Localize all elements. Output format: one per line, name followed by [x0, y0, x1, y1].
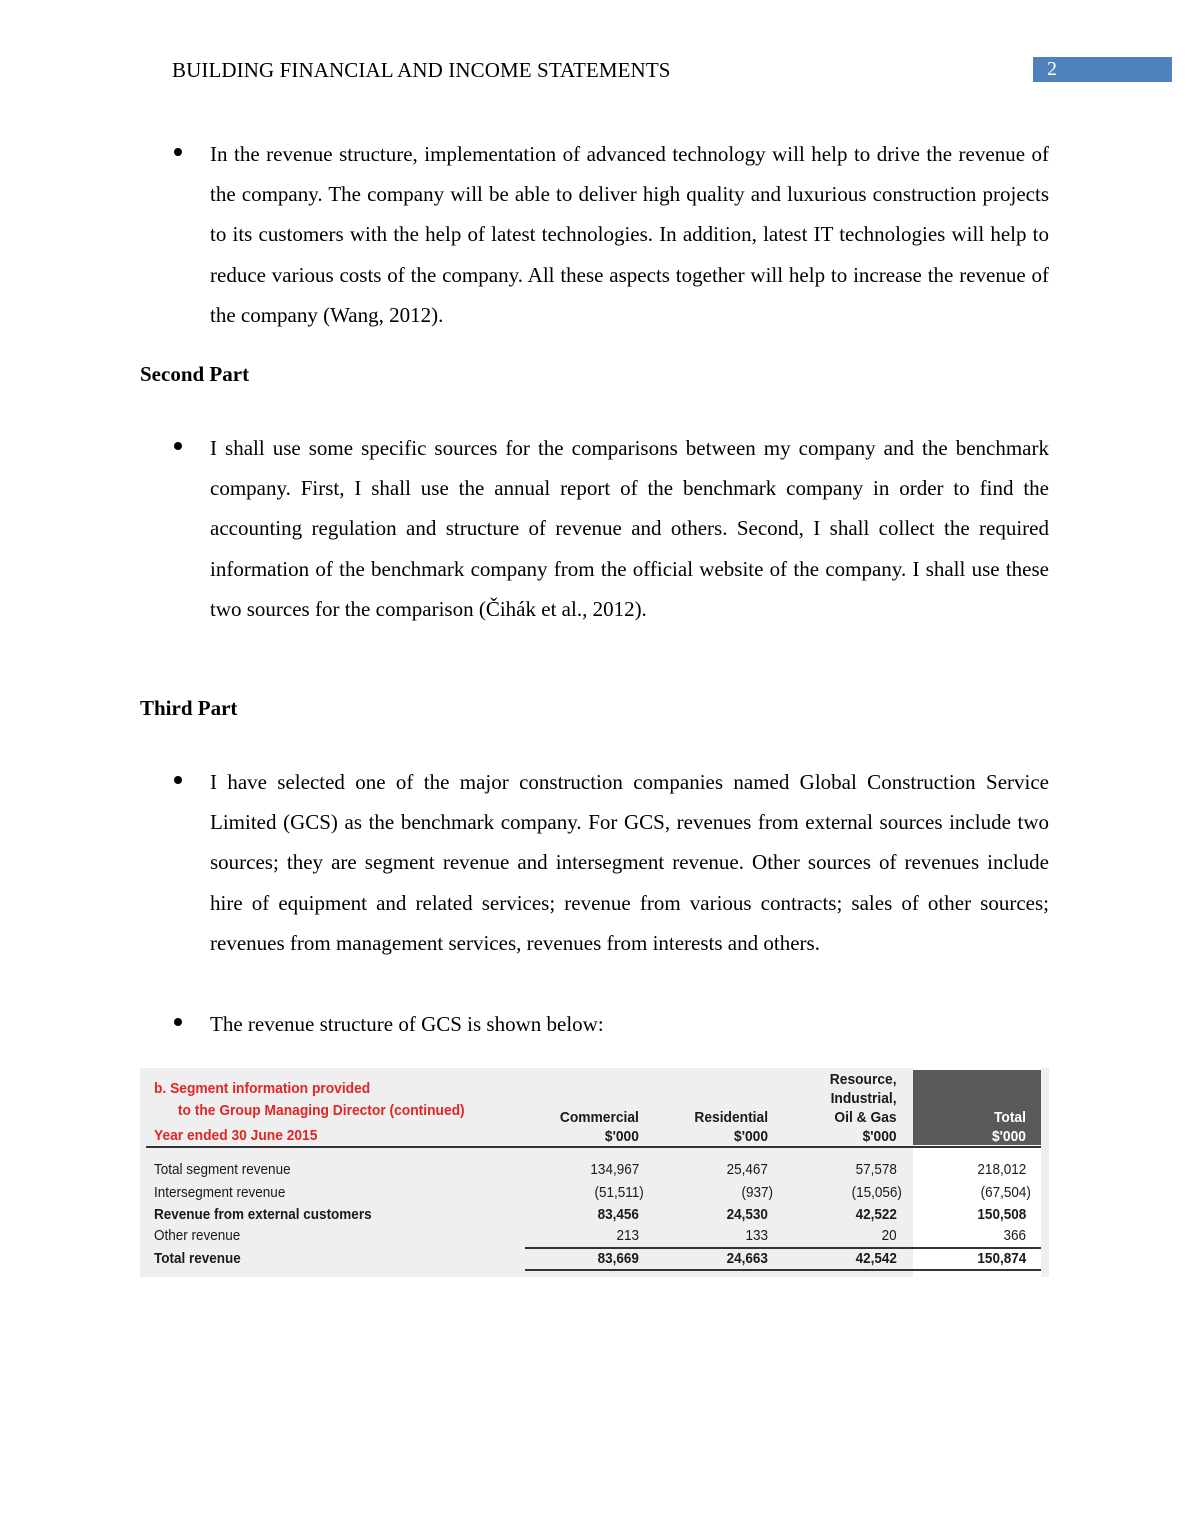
page-number-box [1033, 57, 1172, 82]
row-label: Revenue from external customers [154, 1206, 372, 1223]
bullet-text: The revenue structure of GCS is shown below: [210, 1012, 604, 1036]
total-underline [525, 1269, 1041, 1271]
heading-second-part: Second Part [140, 362, 250, 386]
bullet-paragraph-2 [210, 428, 1049, 629]
bullet-paragraph-1 [210, 134, 1049, 335]
bullet-text: I have selected one of the major construction companies named Global Construction Service Limited (GCS) as the benchmark company. For GCS, revenues from external sources include two sources; they are segment revenue and intersegment revenue. Other sources of revenues include hire of equipment and related services; revenue from various contracts; sales of other sources; revenues from management services, revenues from interests and others. [210, 770, 1049, 955]
col-header-residential [694, 1070, 768, 1146]
row-label: Total segment revenue [154, 1161, 291, 1178]
col-header-commercial [560, 1070, 639, 1146]
bullet-icon [174, 776, 182, 784]
bullet-icon [174, 148, 182, 156]
subtotal-line [525, 1247, 1041, 1249]
row-label: Intersegment revenue [154, 1184, 286, 1201]
cell: 24,530 [726, 1206, 768, 1223]
col-label-1: Resource, [830, 1071, 897, 1088]
cell: 150,508 [977, 1206, 1026, 1223]
cell: 133 [745, 1227, 768, 1244]
row-label: Other revenue [154, 1227, 241, 1244]
cell: (67,504) [980, 1184, 1031, 1201]
cell: 24,663 [726, 1250, 768, 1267]
cell: 20 [881, 1227, 897, 1244]
cell: (51,511) [594, 1184, 644, 1201]
col-label: Residential [694, 1109, 768, 1126]
cell: 57,578 [855, 1161, 897, 1178]
table-year: Year ended 30 June 2015 [154, 1127, 318, 1144]
bullet-paragraph-3 [210, 762, 1049, 963]
col-label: Commercial [559, 1109, 639, 1126]
col-unit: $'000 [734, 1128, 768, 1145]
col-unit: $'000 [863, 1128, 897, 1145]
running-header-title: BUILDING FINANCIAL AND INCOME STATEMENTS [172, 58, 671, 82]
cell: 213 [616, 1227, 639, 1244]
cell: 134,967 [590, 1161, 639, 1178]
bullet-icon [174, 1018, 182, 1026]
cell: (15,056) [851, 1184, 902, 1201]
cell: 42,522 [855, 1206, 897, 1223]
col-label-2: Industrial, [831, 1090, 897, 1107]
heading-third-part: Third Part [140, 696, 238, 720]
table-title [154, 1078, 465, 1122]
col-label: Total [994, 1109, 1026, 1126]
bullet-icon [174, 442, 182, 450]
page-number: 2 [1047, 58, 1057, 80]
segment-revenue-table [140, 1068, 1049, 1277]
cell: (937) [741, 1184, 773, 1201]
cell: 218,012 [977, 1161, 1026, 1178]
cell: 366 [1003, 1227, 1026, 1244]
col-unit: $'000 [992, 1128, 1026, 1145]
col-unit: $'000 [605, 1128, 639, 1145]
header-divider [146, 1146, 1041, 1148]
cell: 150,874 [977, 1250, 1026, 1267]
cell: 83,669 [597, 1250, 639, 1267]
table-title-line1: b. Segment information provided [154, 1080, 371, 1097]
col-header-resource [830, 1070, 897, 1146]
bullet-text: In the revenue structure, implementation of advanced technology will help to drive the revenue of the company. The company will be able to deliver high quality and luxurious construction projects to its customers with the help of latest technologies. In addition, latest IT technologies will help to reduce various costs of the company. All these aspects together will help to increase the revenue of the company (Wang, 2012). [210, 142, 1049, 327]
bullet-paragraph-4 [210, 1004, 1049, 1044]
col-label-3: Oil & Gas [834, 1109, 897, 1126]
col-header-total [992, 1070, 1026, 1146]
bullet-text: I shall use some specific sources for the comparisons between my company and the benchmark company. First, I shall use the annual report of the benchmark company in order to find the accounting regulation and structure of revenue and others. Second, I shall collect the required information of the benchmark company from the official website of the company. I shall use these two sources for the comparison (Čihák et al., 2012). [210, 436, 1049, 621]
cell: 83,456 [597, 1206, 639, 1223]
cell: 42,542 [855, 1250, 897, 1267]
cell: 25,467 [726, 1161, 768, 1178]
table-title-line2: to the Group Managing Director (continued) [177, 1102, 465, 1119]
row-label: Total revenue [154, 1250, 241, 1267]
